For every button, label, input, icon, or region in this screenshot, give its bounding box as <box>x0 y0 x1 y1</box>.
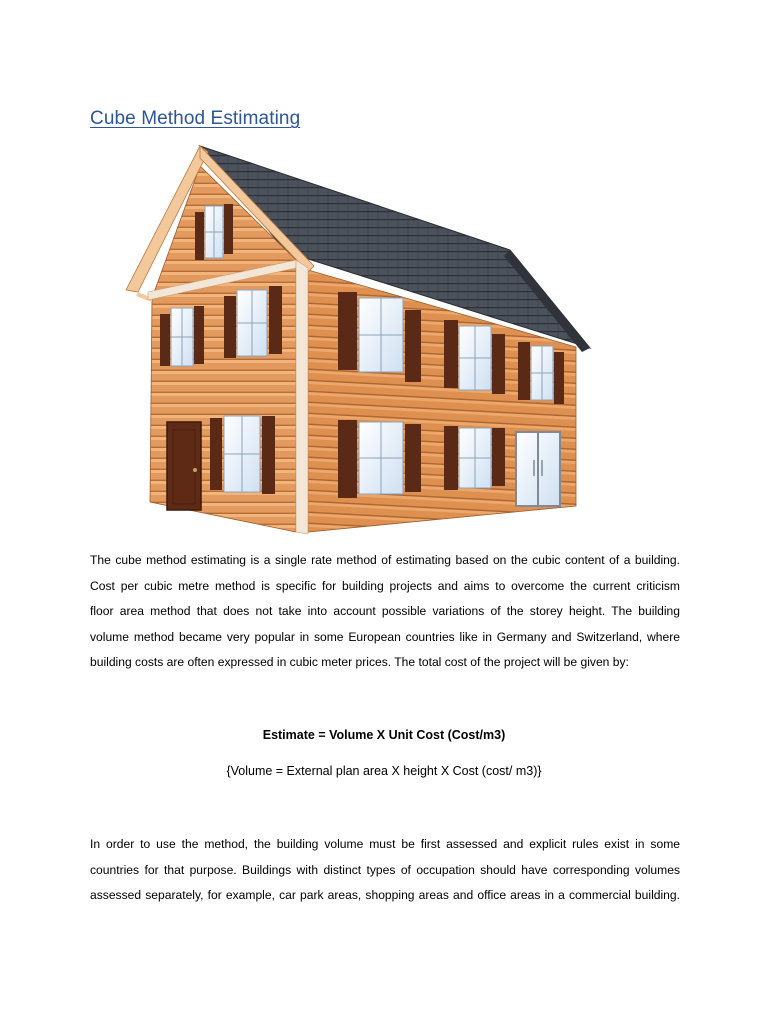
paragraph-line: The cube method estimating is a single rate method of estimating based on the cubic content of a building. <box>90 553 680 567</box>
paragraph-line: floor area method that does not take into account possible variations of the storey height. The building <box>90 604 680 618</box>
paragraph-line: assessed separately, for example, car park areas, shopping areas and office areas in a commercial building. <box>90 888 680 902</box>
estimate-formula: Estimate = Volume X Unit Cost (Cost/m3) <box>262 728 506 742</box>
paragraph-line: volume method became very popular in some European countries like in Germany and Switzerland, where <box>90 629 680 644</box>
house-illustration <box>118 140 598 540</box>
paragraph-line: building costs are often expressed in cubic meter prices. The total cost of the project will be given by: <box>90 655 629 669</box>
page-title: Cube Method Estimating <box>90 108 301 129</box>
intro-paragraph <box>90 548 680 676</box>
method-paragraph <box>90 832 680 909</box>
paragraph-line: Cost per cubic metre method is specific for building projects and aims to overcome the current criticism <box>90 578 680 593</box>
paragraph-line: In order to use the method, the building volume must be first assessed and explicit rules exist in some <box>90 837 680 851</box>
paragraph-line: countries for that purpose. Buildings with distinct types of occupation should have corresponding volumes <box>90 862 680 877</box>
volume-formula: {Volume = External plan area X height X Cost (cost/ m3)} <box>226 764 542 778</box>
